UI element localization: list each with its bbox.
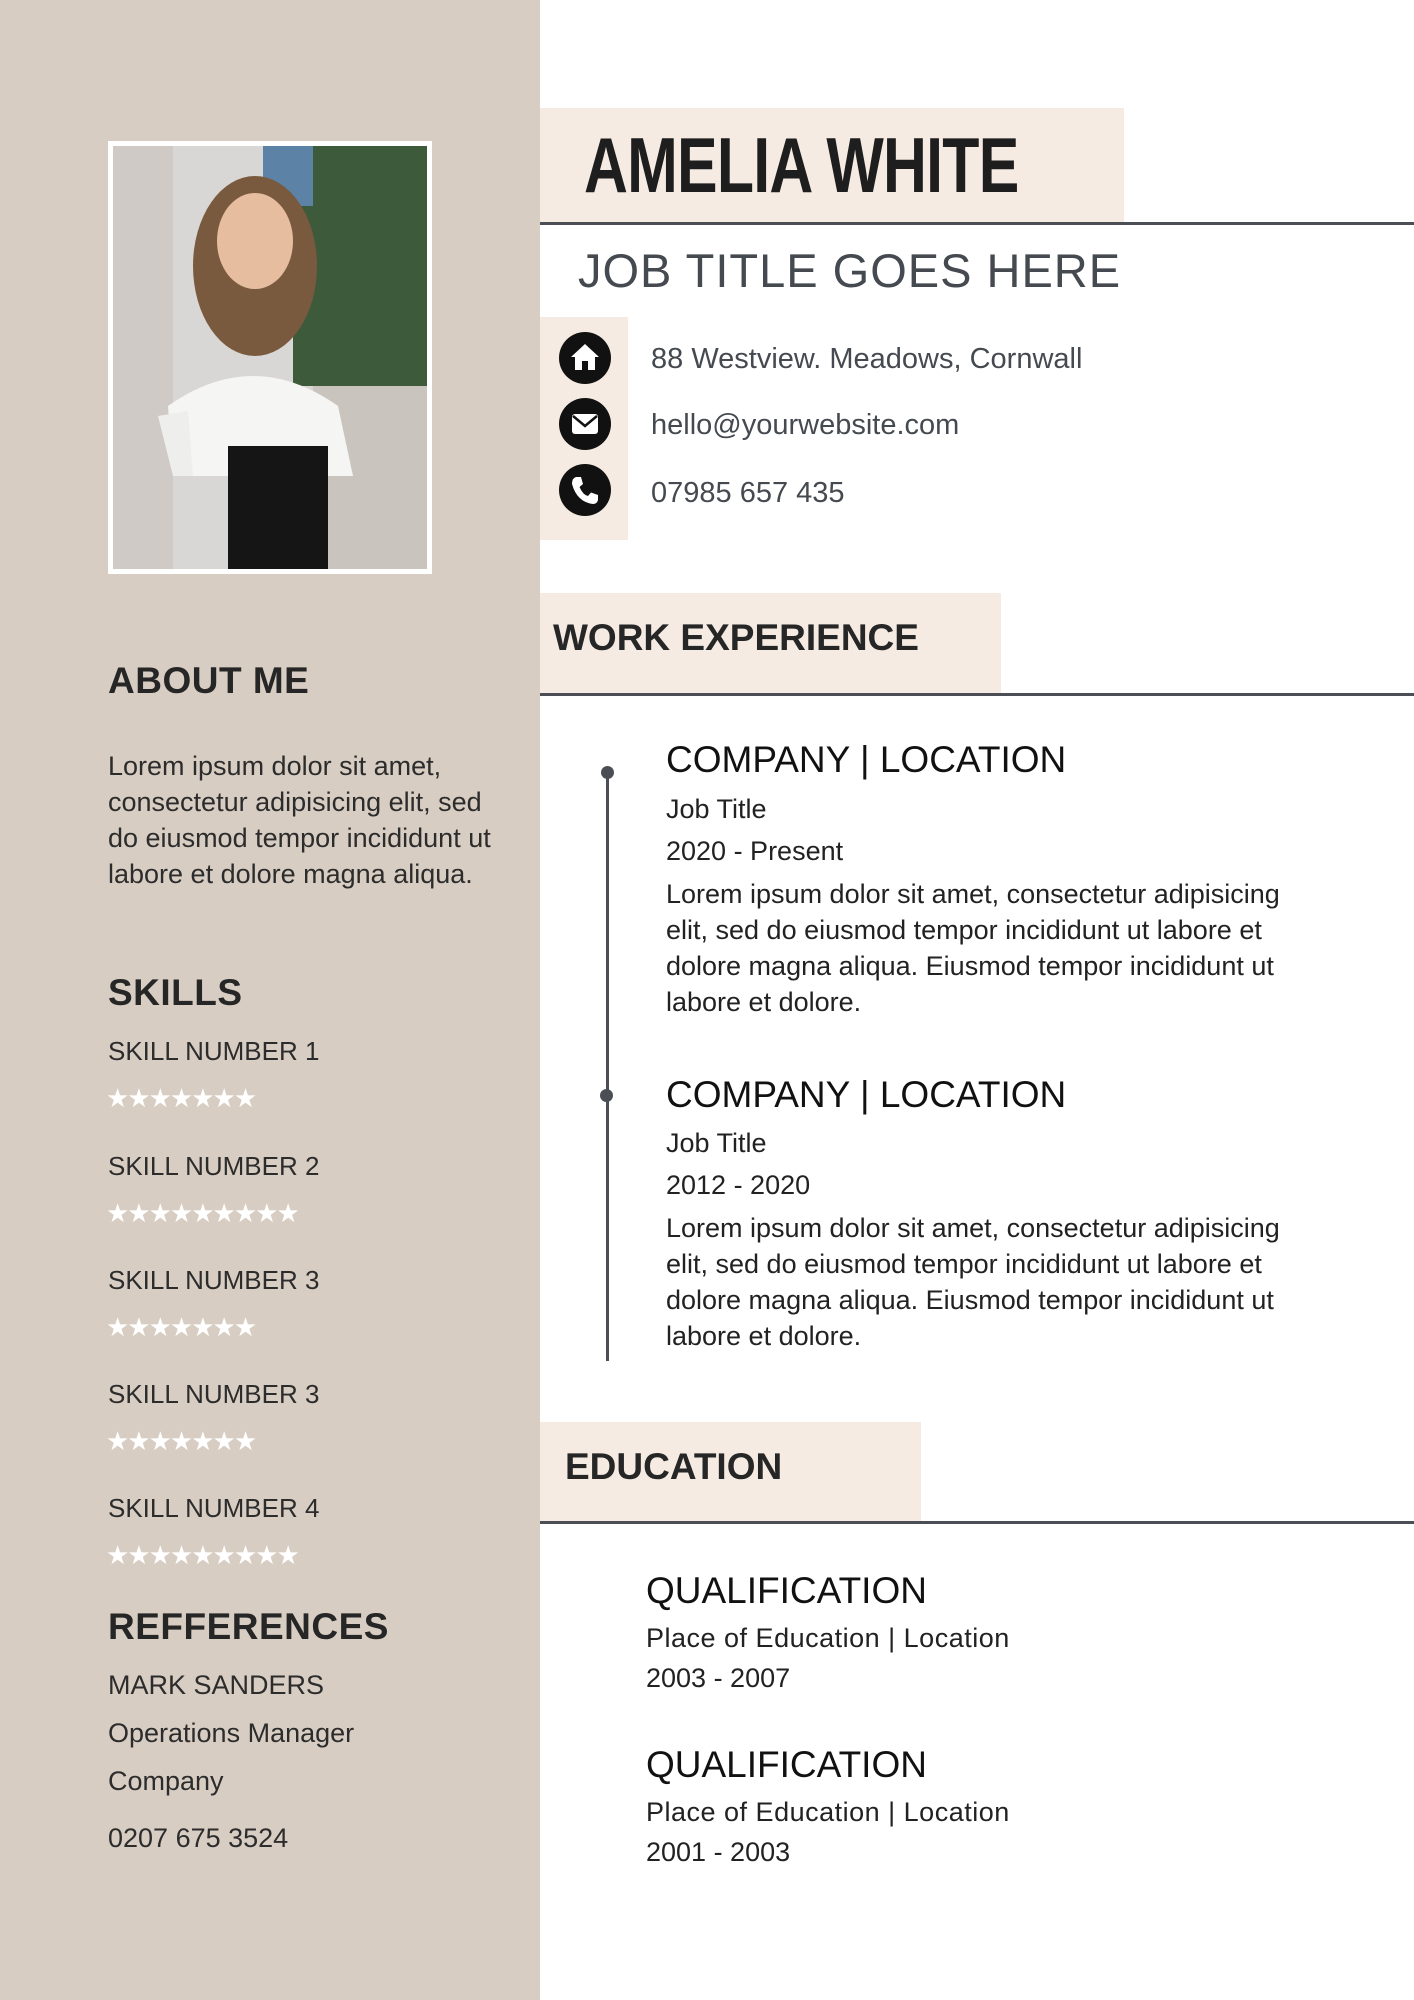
- about-text: Lorem ipsum dolor sit amet, consectetur adipisicing elit, sed do eiusmod tempor incididunt ut labore et dolore magna aliqua.: [108, 751, 491, 889]
- skill-name: SKILL NUMBER 4: [108, 1493, 320, 1523]
- skill-rating-stars: ★★★★★★★: [106, 1083, 256, 1113]
- references-heading: REFFERENCES: [108, 1606, 389, 1647]
- person-name: AMELIA WHITE: [584, 121, 1019, 209]
- education-qualification: QUALIFICATION: [646, 1570, 927, 1611]
- contact-phone: 07985 657 435: [651, 477, 845, 509]
- about-heading: ABOUT ME: [108, 660, 310, 701]
- skill-name: SKILL NUMBER 3: [108, 1265, 320, 1295]
- work-heading: WORK EXPERIENCE: [553, 617, 919, 658]
- timeline-dot: [600, 1089, 613, 1102]
- job-title: JOB TITLE GOES HERE: [578, 244, 1122, 297]
- skill-name: SKILL NUMBER 1: [108, 1036, 320, 1066]
- work-company: COMPANY | LOCATION: [666, 739, 1067, 780]
- contact-address: 88 Westview. Meadows, Cornwall: [651, 343, 1083, 375]
- work-description: Lorem ipsum dolor sit amet, consectetur adipisicing elit, sed do eiusmod tempor incididunt ut labore et dolore magna aliqua. Eiusmod tempor incididunt ut labore et dolore.: [666, 1213, 1280, 1351]
- skill-rating-stars: ★★★★★★★★★: [106, 1540, 298, 1570]
- skill-rating-stars: ★★★★★★★: [106, 1426, 256, 1456]
- skill-name: SKILL NUMBER 3: [108, 1379, 320, 1409]
- reference-phone: 0207 675 3524: [108, 1823, 289, 1853]
- timeline-line: [606, 771, 609, 1361]
- education-qualification: QUALIFICATION: [646, 1744, 927, 1785]
- work-years: 2020 - Present: [666, 836, 844, 866]
- header-divider: [540, 222, 1414, 225]
- education-years: 2001 - 2003: [646, 1837, 791, 1867]
- skill-rating-stars: ★★★★★★★: [106, 1312, 256, 1342]
- reference-name: MARK SANDERS: [108, 1670, 325, 1700]
- education-divider: [540, 1521, 1414, 1524]
- home-icon: [559, 332, 611, 384]
- portrait-image: [113, 146, 427, 569]
- phone-icon: [559, 464, 611, 516]
- contact-email[interactable]: hello@yourwebsite.com: [651, 409, 960, 441]
- education-years: 2003 - 2007: [646, 1663, 791, 1693]
- reference-role: Operations Manager: [108, 1718, 355, 1748]
- work-years: 2012 - 2020: [666, 1170, 811, 1200]
- education-place: Place of Education | Location: [646, 1797, 1010, 1827]
- education-heading: EDUCATION: [565, 1446, 783, 1487]
- work-divider: [540, 693, 1414, 696]
- profile-photo: [108, 141, 432, 574]
- skills-heading: SKILLS: [108, 972, 243, 1013]
- education-place: Place of Education | Location: [646, 1623, 1010, 1653]
- timeline-dot: [601, 766, 614, 779]
- mail-icon: [559, 398, 611, 450]
- reference-company: Company: [108, 1766, 224, 1796]
- work-job-title: Job Title: [666, 794, 767, 824]
- work-company: COMPANY | LOCATION: [666, 1074, 1067, 1115]
- work-job-title: Job Title: [666, 1128, 767, 1158]
- skill-name: SKILL NUMBER 2: [108, 1151, 320, 1181]
- skill-rating-stars: ★★★★★★★★★: [106, 1198, 298, 1228]
- work-description: Lorem ipsum dolor sit amet, consectetur adipisicing elit, sed do eiusmod tempor incididunt ut labore et dolore magna aliqua. Eiusmod tempor incididunt ut labore et dolore.: [666, 879, 1280, 1017]
